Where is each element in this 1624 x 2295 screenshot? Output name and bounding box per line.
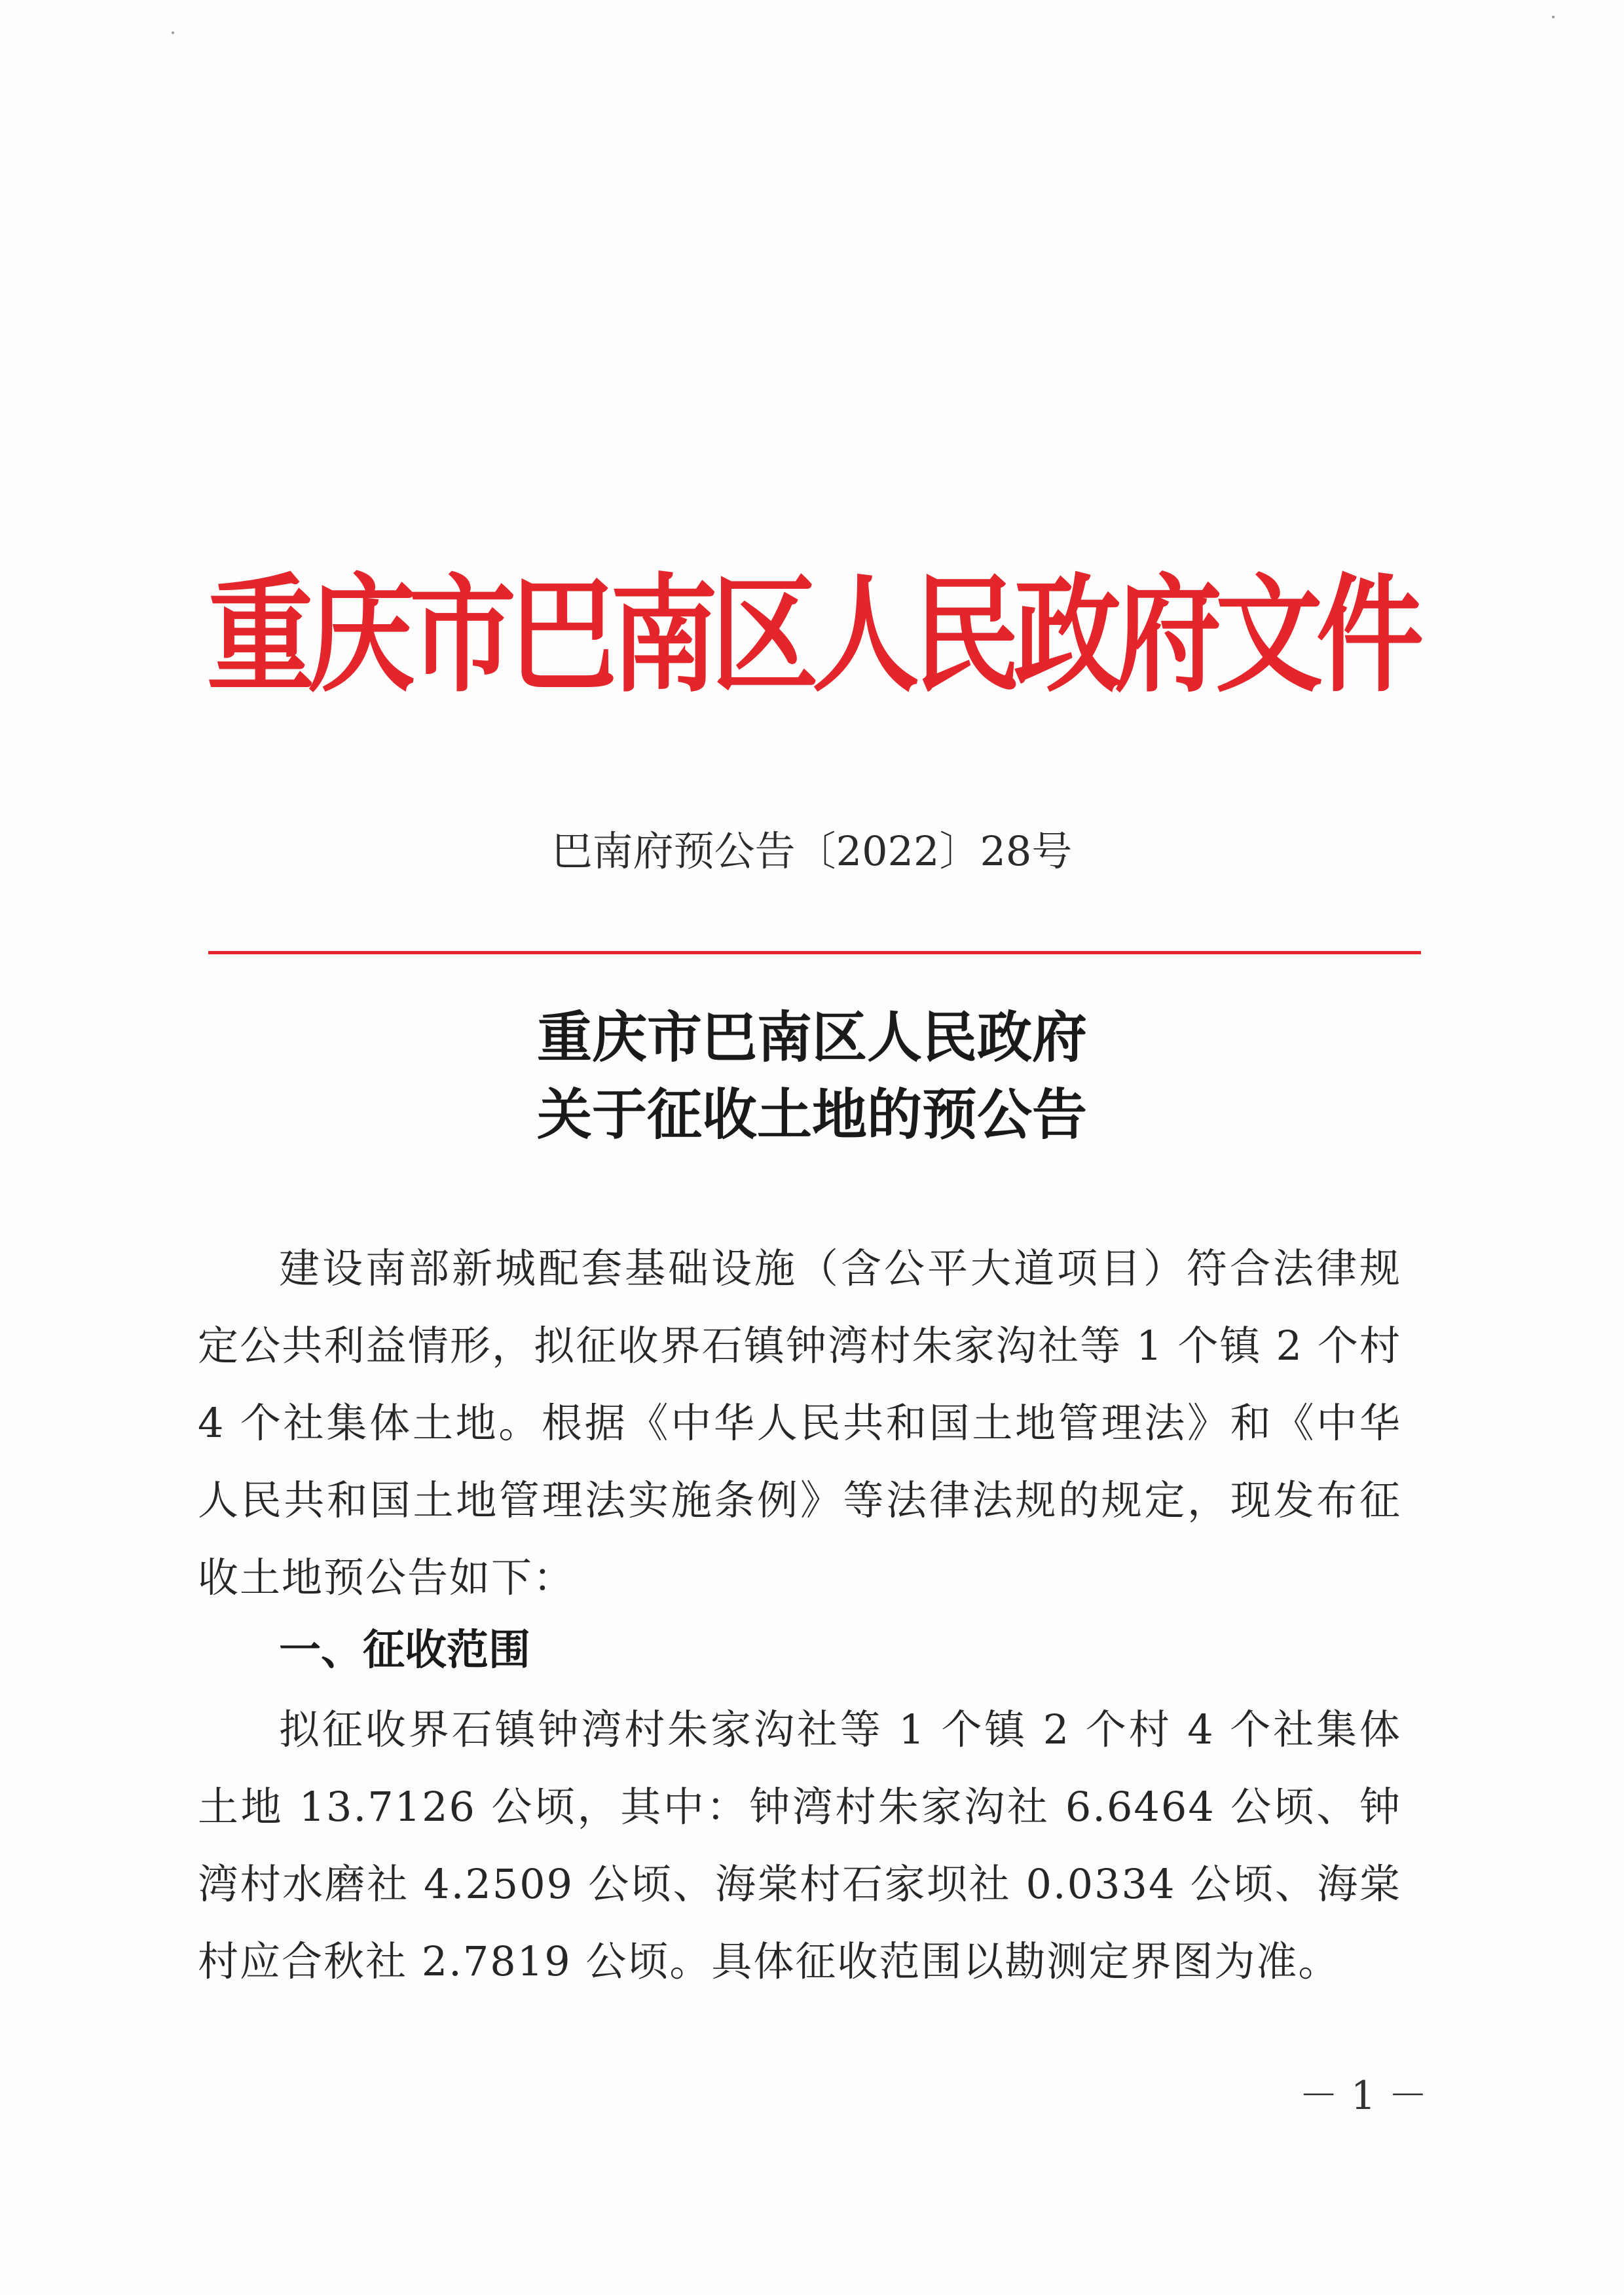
title-line-1: 重庆市巴南区人民政府 [536, 1005, 1087, 1070]
page-number: － 1 － [1299, 2073, 1428, 2119]
red-separator-line [208, 951, 1421, 954]
section-heading-scope: 一、征收范围 [279, 1626, 530, 1675]
title-line-2: 关于征收土地的预公告 [536, 1082, 1087, 1147]
issuing-authority-header: 重庆市巴南区人民政府文件 [206, 560, 1417, 710]
document-title [196, 999, 1428, 1153]
body-paragraph-intro: 建设南部新城配套基础设施（含公平大道项目）符合法律规定公共利益情形，拟征收界石镇钟湾村朱家沟社等 1 个镇 2 个村 4 个社集体土地。根据《中华人民共和国土地管理法》和《中华人民共和国土地管理法实施条例》等法律法规的规定，现发布征收土地预公告如下： [198, 1244, 1401, 1601]
document-number: 巴南府预公告〔2022〕28号 [551, 827, 1073, 875]
scan-artifact-dot [172, 31, 174, 34]
scan-artifact-dot [1552, 16, 1555, 18]
body-paragraph-scope: 拟征收界石镇钟湾村朱家沟社等 1 个镇 2 个村 4 个社集体土地 13.7126 公顷，其中：钟湾村朱家沟社 6.6464 公顷、钟湾村水磨社 4.2509 公顷、海棠村石家坝社 0.0334 公顷、海棠村应合秋社 2.7819 公顷。具体征收范围以勘测定界图为准。 [198, 1706, 1401, 1985]
